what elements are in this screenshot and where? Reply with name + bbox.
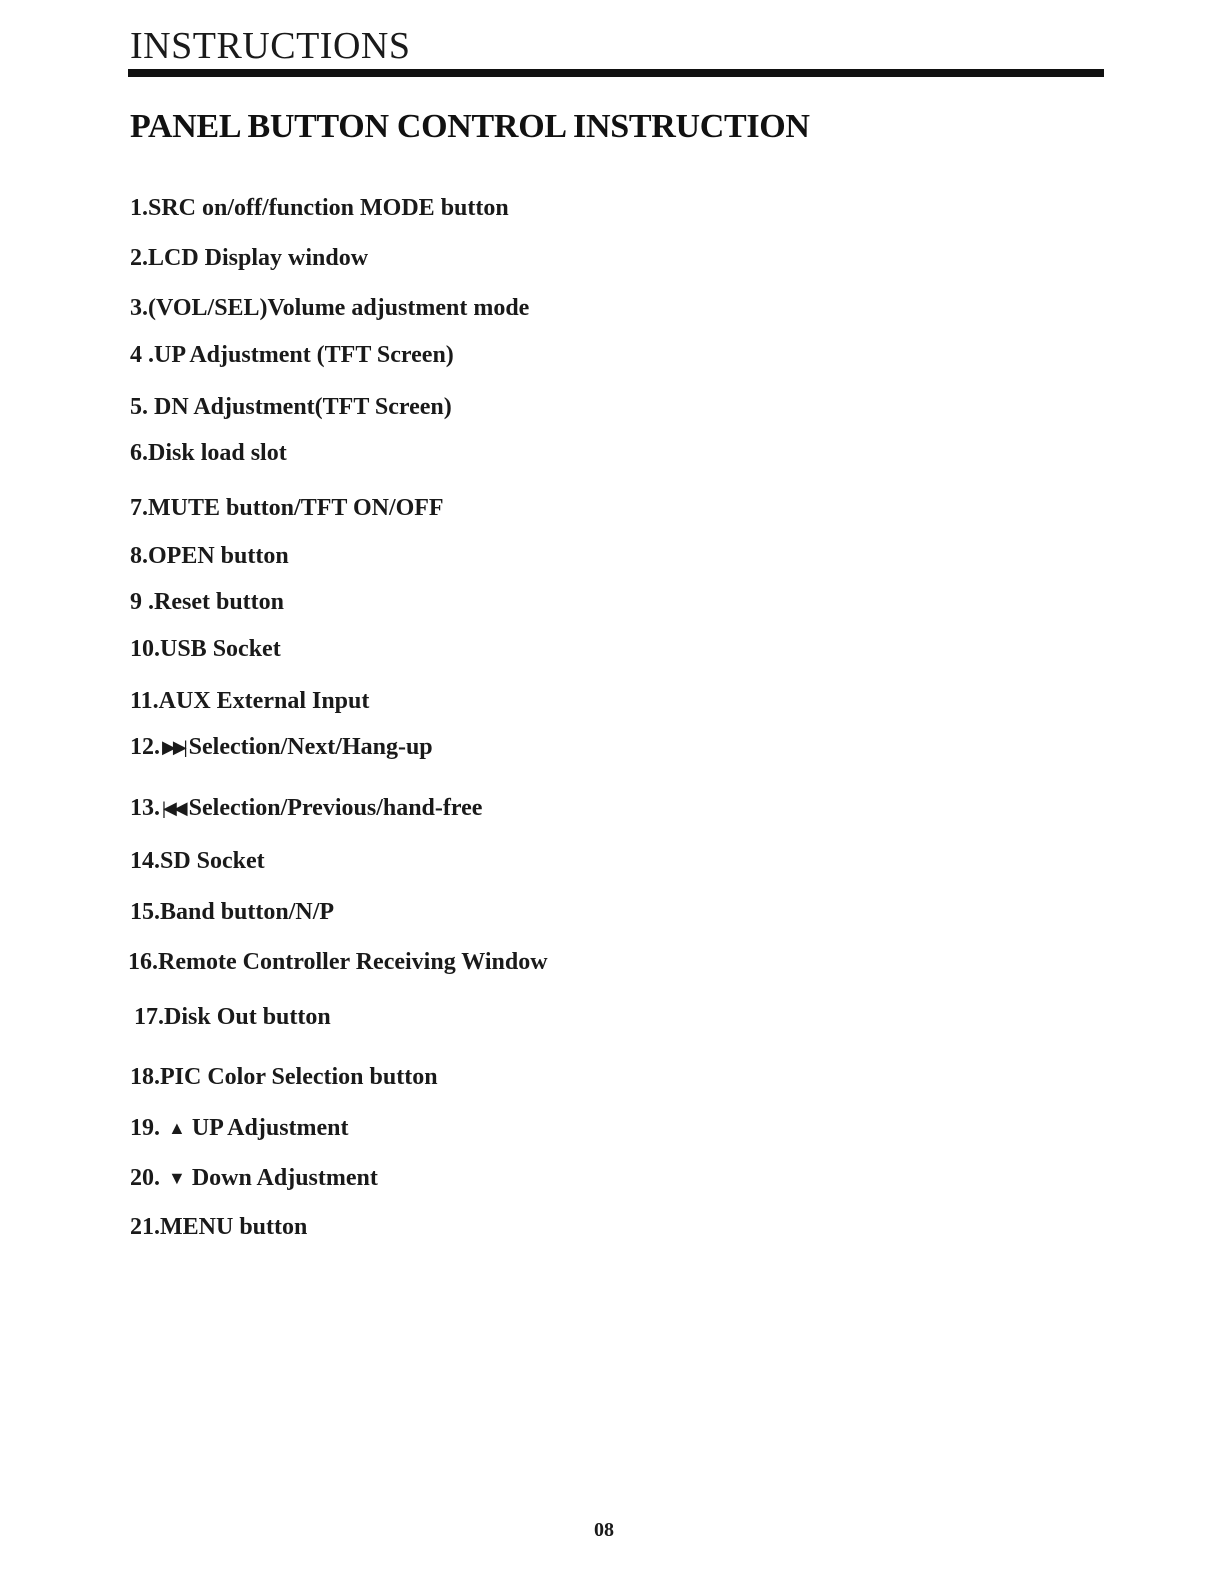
down-arrow-icon: ▼	[168, 1168, 186, 1188]
item-text: 17.Disk Out button	[134, 1004, 331, 1030]
list-item	[130, 849, 265, 873]
next-track-icon: ▶▶|	[162, 737, 185, 757]
list-item	[130, 1166, 378, 1190]
item-prefix: 19.	[130, 1115, 160, 1141]
item-text: 7.MUTE button/TFT ON/OFF	[130, 495, 444, 521]
list-item	[130, 1065, 438, 1089]
section-title: PANEL BUTTON CONTROL INSTRUCTION	[130, 108, 810, 145]
item-text: 1.SRC on/off/function MODE button	[130, 195, 509, 221]
item-text: Selection/Next/Hang-up	[188, 734, 433, 760]
list-item	[130, 900, 334, 924]
item-prefix: 20.	[130, 1165, 160, 1191]
item-text: 6.Disk load slot	[130, 440, 287, 466]
item-prefix: 12.	[130, 734, 160, 760]
list-item	[130, 1116, 349, 1140]
item-text: 15.Band button/N/P	[130, 899, 335, 925]
list-item	[130, 1215, 307, 1239]
list-item	[130, 296, 529, 320]
item-prefix: 13.	[130, 795, 160, 821]
list-item	[130, 796, 482, 820]
list-item	[130, 246, 368, 270]
list-item	[128, 950, 548, 974]
list-item	[130, 496, 444, 520]
list-item	[130, 735, 433, 759]
list-item	[130, 343, 454, 367]
item-text: Selection/Previous/hand-free	[188, 795, 483, 821]
list-item	[130, 196, 509, 220]
list-item	[130, 544, 289, 568]
previous-track-icon: |◀◀	[162, 798, 185, 818]
item-text: 16.Remote Controller Receiving Window	[128, 949, 548, 975]
item-text: 5. DN Adjustment(TFT Screen)	[130, 394, 452, 420]
item-text: 3.(VOL/SEL)Volume adjustment mode	[130, 295, 530, 321]
page-heading: INSTRUCTIONS	[130, 25, 411, 67]
list-item	[130, 689, 369, 713]
item-text: 8.OPEN button	[130, 543, 289, 569]
list-item	[130, 590, 284, 614]
list-item	[130, 441, 287, 465]
item-text: 4 .UP Adjustment (TFT Screen)	[130, 342, 454, 368]
item-text: 18.PIC Color Selection button	[130, 1064, 438, 1090]
item-text: UP Adjustment	[191, 1115, 349, 1141]
item-text: 2.LCD Display window	[130, 245, 369, 271]
item-text: Down Adjustment	[191, 1165, 378, 1191]
list-item	[130, 637, 281, 661]
item-text: 11.AUX External Input	[130, 688, 370, 714]
list-item	[130, 395, 452, 419]
up-arrow-icon: ▲	[168, 1118, 186, 1138]
item-text: 10.USB Socket	[130, 636, 281, 662]
list-item	[134, 1005, 331, 1029]
item-text: 21.MENU button	[130, 1214, 308, 1240]
page-number: 08	[594, 1519, 614, 1541]
item-text: 14.SD Socket	[130, 848, 265, 874]
item-text: 9 .Reset button	[130, 589, 284, 615]
